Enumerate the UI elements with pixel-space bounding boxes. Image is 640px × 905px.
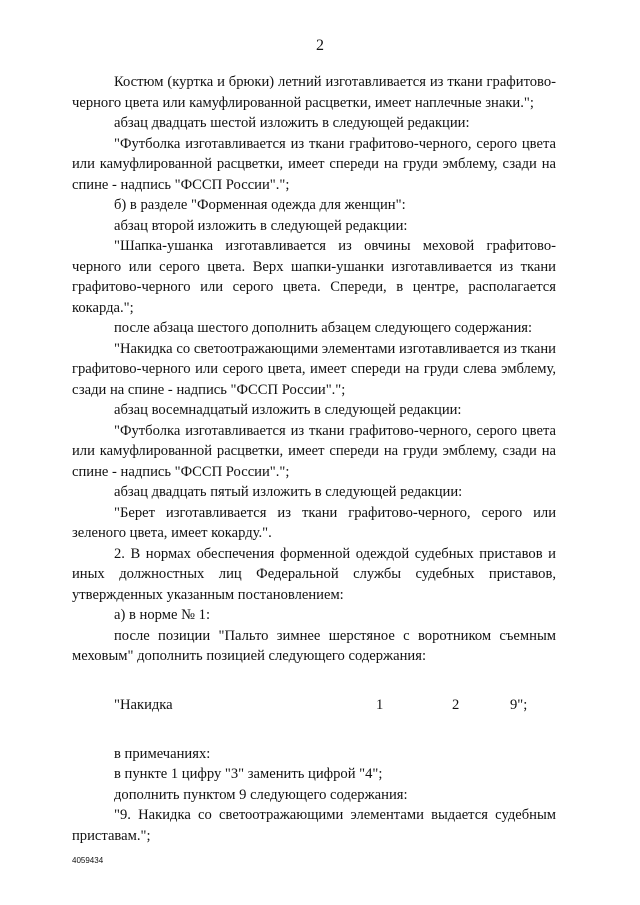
paragraph: "Шапка-ушанка изготавливается из овчины меховой графитово-черного или серого цвета. Верх шапки-ушанки изготавливается из ткани графитово-черного или серого цвета. Спереди, в центре, располагается кокарда."; (72, 238, 556, 316)
norm-table-row (72, 695, 556, 716)
document-code: 4059434 (72, 856, 104, 865)
paragraph: абзац второй изложить в следующей редакции: (114, 217, 408, 234)
table-cell-value-2: 2 (452, 696, 460, 713)
paragraph: дополнить пунктом 9 следующего содержания: (114, 786, 408, 803)
table-cell-value-1: 1 (376, 696, 384, 713)
page-number: 2 (316, 37, 324, 54)
spacer (72, 716, 556, 744)
paragraph: в примечаниях: (114, 745, 211, 762)
paragraph: абзац двадцать шестой изложить в следующей редакции: (114, 115, 470, 131)
table-cell-item-name: "Накидка (114, 696, 173, 713)
paragraph: "Берет изготавливается из ткани графитово-черного, серого или зеленого цвета, имеет кокарду.". (72, 504, 556, 541)
paragraph: "9. Накидка со светоотражающими элементами выдается судебным приставам."; (72, 807, 556, 844)
paragraph: после абзаца шестого дополнить абзацем следующего содержания: (114, 320, 533, 336)
paragraph: "Накидка со светоотражающими элементами изготавливается из ткани графитово-черного или серого цвета, имеет спереди на груди слева эмблему, сзади на спине - надпись "ФССП России"."; (72, 340, 556, 398)
paragraph: б) в разделе "Форменная одежда для женщин": (114, 197, 406, 213)
table-cell-value-3: 9"; (510, 696, 528, 713)
paragraph: абзац восемнадцатый изложить в следующей редакции: (114, 402, 462, 418)
paragraph: а) в норме № 1: (114, 607, 210, 623)
paragraph: Костюм (куртка и брюки) летний изготавливается из ткани графитово-черного цвета или камуфлированной расцветки, имеет наплечные знаки."; (72, 74, 556, 111)
paragraph: 2. В нормах обеспечения форменной одеждой судебных приставов и иных должностных лиц Федеральной службы судебных приставов, утвержденных указанным постановлением: (72, 545, 556, 603)
paragraph: в пункте 1 цифру "3" заменить цифрой "4"; (114, 766, 383, 782)
paragraph: "Футболка изготавливается из ткани графитово-черного, серого цвета или камуфлированной расцветки, имеет спереди на груди эмблему, сзади на спине - надпись "ФССП России"."; (72, 422, 556, 480)
paragraph: "Футболка изготавливается из ткани графитово-черного, серого цвета или камуфлированной расцветки, имеет спереди на груди эмблему, сзади на спине - надпись "ФССП России"."; (72, 135, 556, 193)
paragraph: абзац двадцать пятый изложить в следующей редакции: (114, 484, 463, 500)
document-body (72, 72, 556, 846)
paragraph: после позиции "Пальто зимнее шерстяное с воротником съемным меховым" дополнить позицией следующего содержания: (72, 627, 556, 664)
spacer (72, 667, 556, 695)
